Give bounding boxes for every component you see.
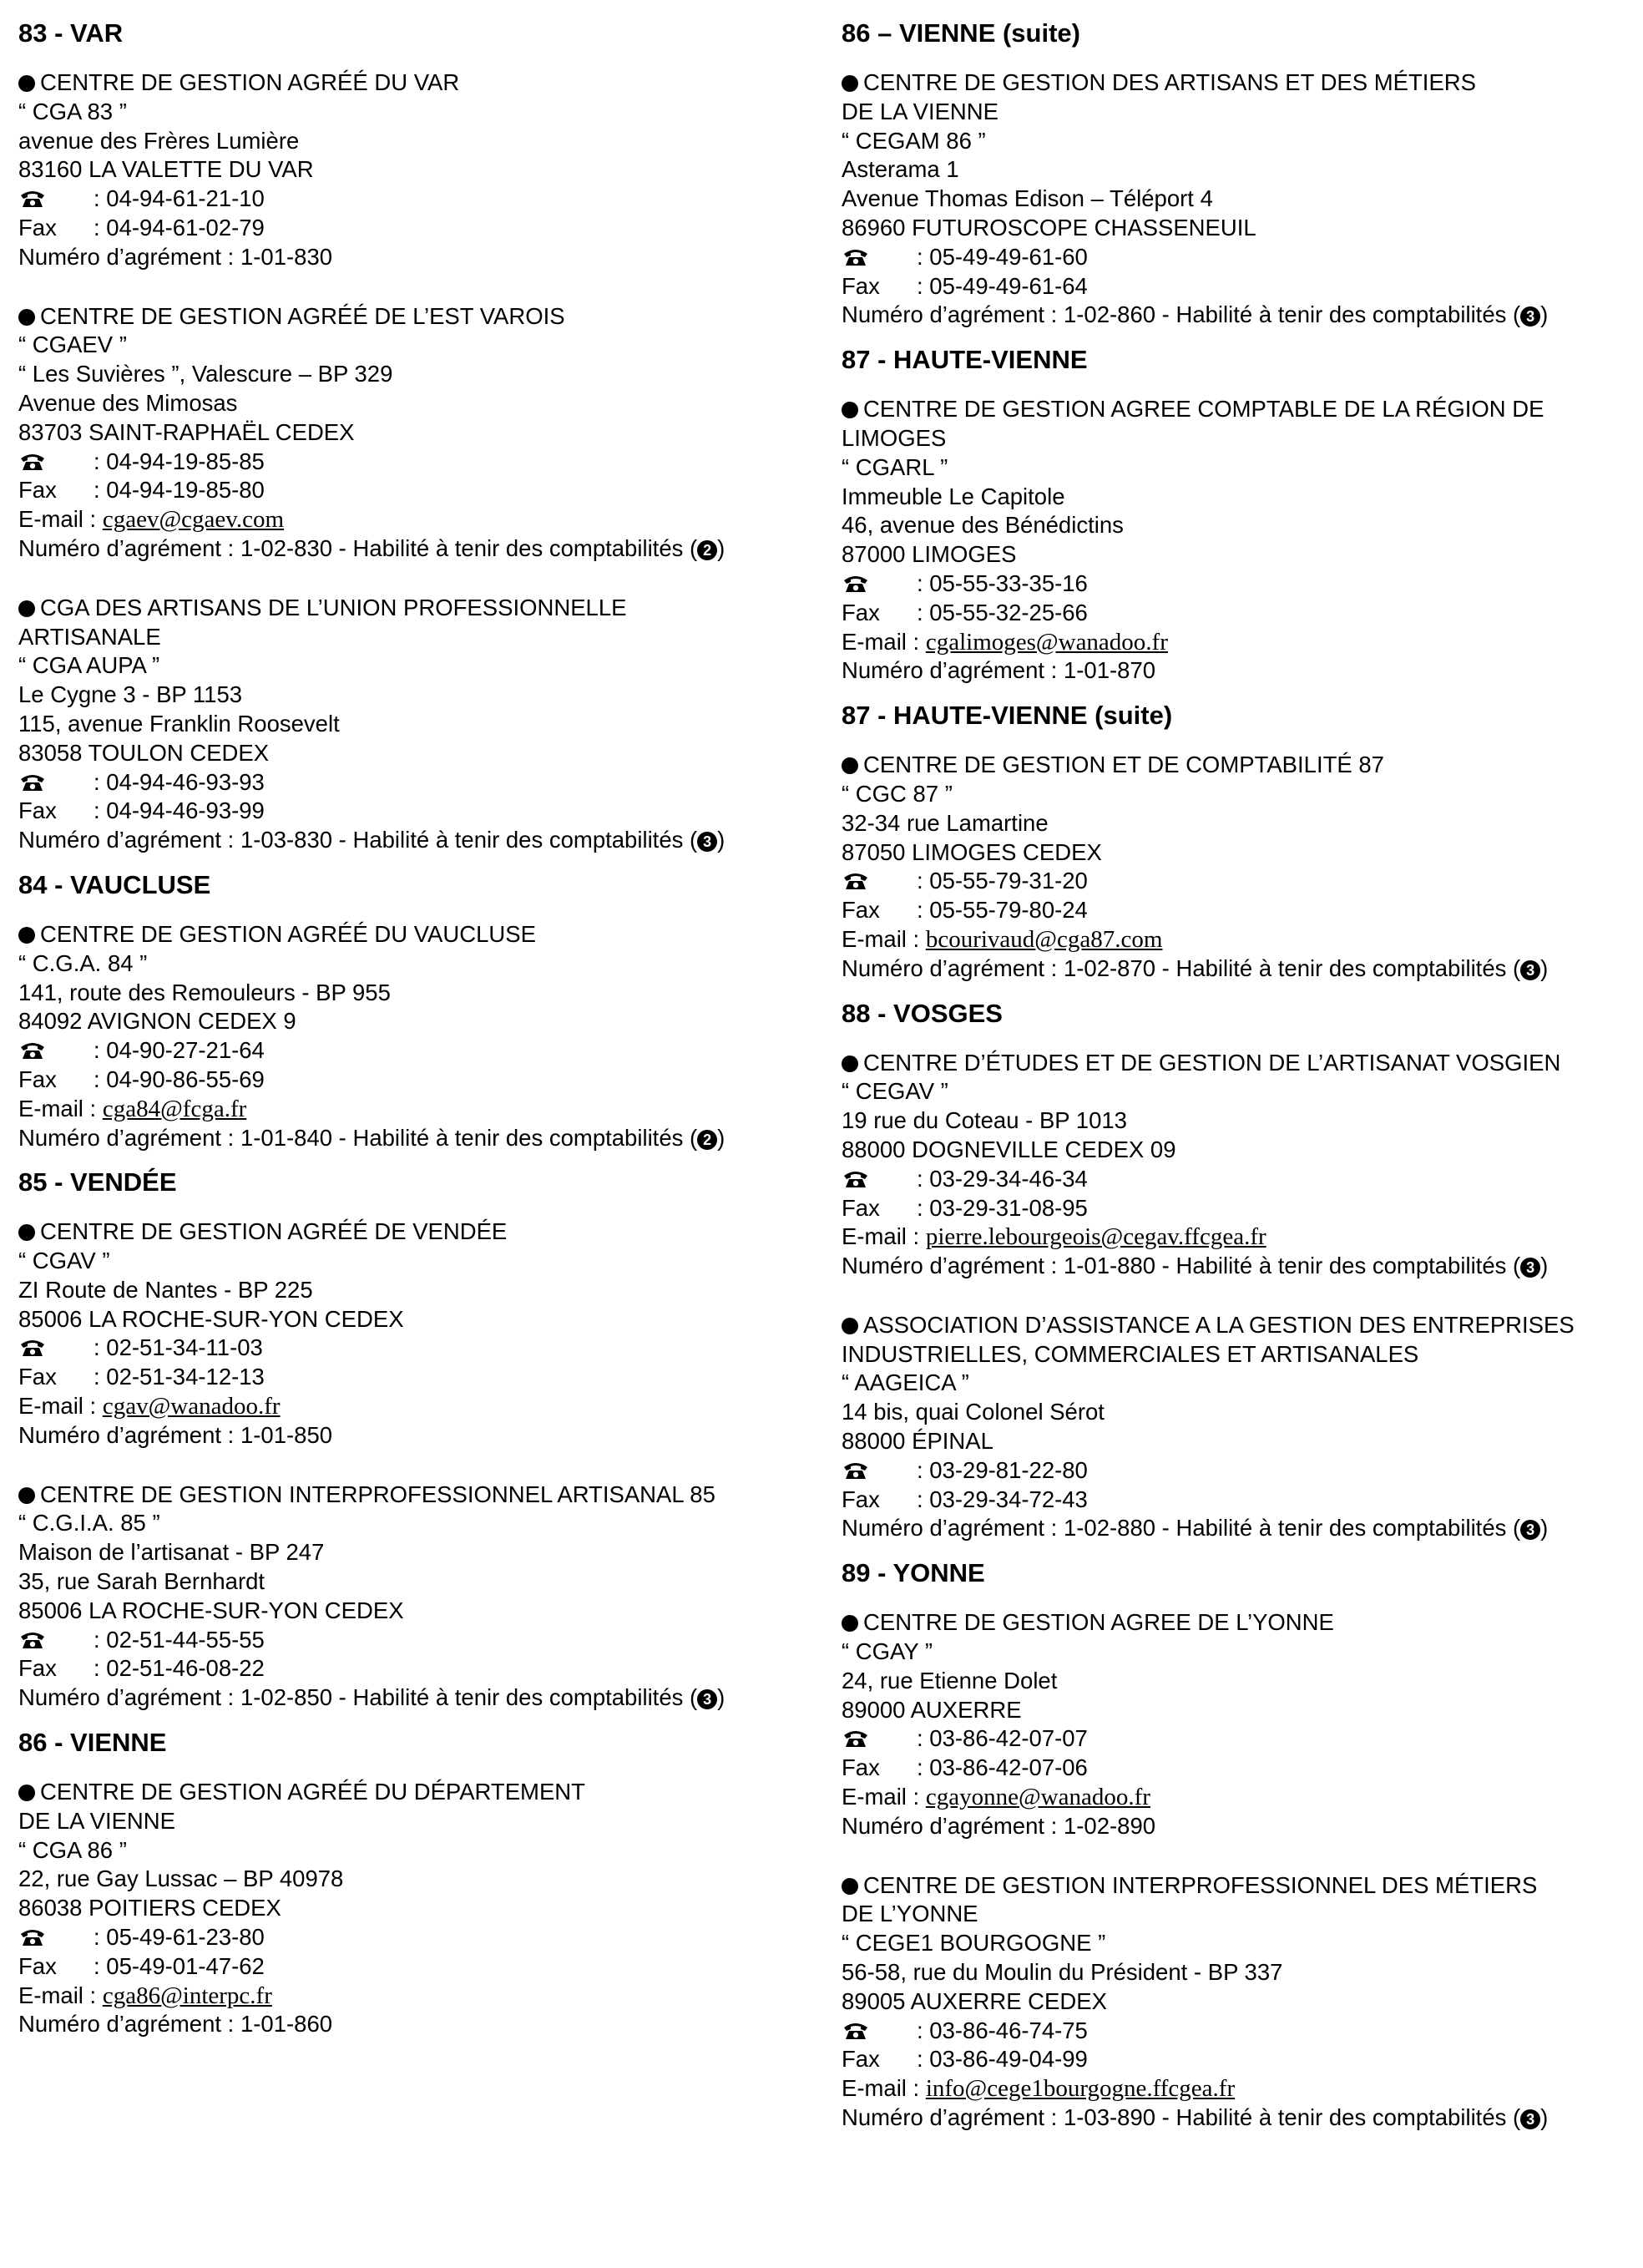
- bullet-icon: [842, 1615, 858, 1632]
- phone-number: : 04-94-19-85-85: [94, 448, 265, 474]
- email-label: E-mail :: [842, 1223, 920, 1250]
- fax-label: Fax: [842, 272, 880, 299]
- organization-entry: [842, 1608, 1635, 1840]
- phone-number: : 04-94-61-21-10: [94, 185, 265, 212]
- bullet-icon: [18, 1785, 35, 1801]
- organization-name-line: [18, 1218, 820, 1247]
- bullet-icon: [18, 1224, 35, 1241]
- email-label: E-mail :: [842, 1784, 920, 1810]
- organization-acronym: “ CEGE1 BOURGOGNE ”: [842, 1930, 1106, 1957]
- department-heading: 89 - YONNE: [842, 1558, 985, 1588]
- organization-name-text: CENTRE DE GESTION AGREE DE L’YONNE: [863, 1609, 1334, 1636]
- agrement-text: Numéro d’agrément : 1-01-840 - Habilité à tenir des comptabilités (: [18, 1124, 698, 1151]
- address-line: 22, rue Gay Lussac – BP 40978: [18, 1866, 344, 1892]
- address-line: Le Cygne 3 - BP 1153: [18, 681, 243, 708]
- phone-number: : 05-49-49-61-60: [917, 243, 1088, 270]
- agrement-line: [18, 1421, 820, 1450]
- email-row: [18, 1095, 820, 1124]
- phone-label: [842, 2017, 917, 2046]
- phone-label: [842, 1165, 917, 1194]
- agrement-line: Numéro d’agrément : 1-01-840 - Habilité à tenir des comptabilités ( 2 ): [18, 1124, 725, 1151]
- email-link[interactable]: bcourivaud@cga87.com: [925, 925, 1163, 953]
- circled-number-badge: 3: [697, 1689, 717, 1709]
- phone-number: : 05-55-33-35-16: [917, 570, 1088, 596]
- fax-label: Fax: [842, 599, 880, 625]
- phone-row: [842, 1456, 1635, 1486]
- organization-acronym: “ AAGEICA ”: [842, 1369, 969, 1396]
- organization-name-line: [842, 751, 1635, 780]
- organization-entry: [18, 594, 820, 855]
- bullet-icon: [18, 75, 35, 92]
- organization-acronym: “ CGA 86 ”: [18, 1836, 127, 1863]
- fax-row: [18, 214, 820, 243]
- agrement-text: Numéro d’agrément : 1-02-860 - Habilité à tenir des comptabilités (: [842, 301, 1521, 328]
- fax-number: : 02-51-46-08-22: [94, 1655, 265, 1682]
- email-row: [18, 1982, 820, 2011]
- phone-number: : 02-51-34-11-03: [94, 1334, 263, 1361]
- organization-name-line: [18, 1807, 820, 1836]
- phone-row: [18, 1334, 820, 1363]
- address-line: Maison de l’artisanat - BP 247: [18, 1539, 325, 1566]
- right-column: [842, 17, 1635, 2146]
- fax-label: Fax: [842, 1754, 880, 1781]
- phone-label: [842, 243, 917, 272]
- fax-row: [18, 1654, 820, 1683]
- address-line: 87050 LIMOGES CEDEX: [842, 838, 1102, 865]
- organization-entry: [842, 395, 1635, 686]
- agrement-text: Numéro d’agrément : 1-03-890 - Habilité à tenir des comptabilités (: [842, 2104, 1521, 2131]
- fax-label: Fax: [842, 1194, 880, 1221]
- phone-row: [18, 768, 820, 797]
- fax-label: Fax: [18, 797, 57, 824]
- organization-name-text: CENTRE DE GESTION AGRÉÉ DU VAR: [40, 69, 460, 95]
- agrement-line: [842, 656, 1635, 686]
- telephone-icon: [842, 1167, 870, 1187]
- organization-name-line: [842, 68, 1635, 98]
- phone-row: [842, 2017, 1635, 2046]
- address-line: 88000 ÉPINAL: [842, 1428, 993, 1455]
- fax-label: Fax: [842, 1486, 880, 1512]
- email-link[interactable]: cga84@fcga.fr: [102, 1095, 247, 1122]
- phone-row: [18, 1036, 820, 1066]
- phone-label: [842, 570, 917, 599]
- organization-name-text: CENTRE DE GESTION AGRÉÉ DE L’EST VAROIS: [40, 302, 565, 329]
- agrement-line: Numéro d’agrément : 1-02-870 - Habilité à tenir des comptabilités ( 3 ): [842, 954, 1549, 981]
- organization-name-line: [842, 1900, 1635, 1929]
- fax-row: [18, 1363, 820, 1392]
- organization-acronym: “ CGAY ”: [842, 1638, 933, 1665]
- bullet-icon: [842, 75, 858, 92]
- address-line: 89005 AUXERRE CEDEX: [842, 1987, 1107, 2014]
- circled-number-badge: 3: [1520, 1520, 1540, 1540]
- address-line: 32-34 rue Lamartine: [842, 809, 1049, 836]
- department-section: [18, 1166, 820, 1713]
- email-label: E-mail :: [18, 1095, 97, 1121]
- department-heading: 87 - HAUTE-VIENNE: [842, 345, 1088, 375]
- fax-row: [842, 599, 1635, 628]
- department-section: [842, 343, 1635, 686]
- fax-number: : 05-55-32-25-66: [917, 599, 1088, 625]
- fax-number: : 05-49-01-47-62: [94, 1952, 265, 1979]
- circled-number-badge: 3: [1520, 2109, 1540, 2129]
- phone-row: [18, 1923, 820, 1952]
- bullet-icon: [18, 927, 35, 944]
- department-section: [842, 17, 1635, 330]
- organization-name-line: [18, 68, 820, 98]
- organization-name-text: CENTRE DE GESTION DES ARTISANS ET DES MÉTIERS: [863, 69, 1476, 95]
- phone-number: : 04-90-27-21-64: [94, 1037, 265, 1064]
- fax-number: : 03-29-34-72-43: [917, 1486, 1088, 1512]
- phone-row: [18, 448, 820, 477]
- fax-number: : 03-86-42-07-06: [917, 1754, 1088, 1781]
- agrement-line: [18, 243, 820, 272]
- telephone-icon: [18, 1926, 47, 1946]
- department-heading: 86 – VIENNE (suite): [842, 18, 1080, 48]
- fax-row: [18, 476, 820, 505]
- address-line: 24, rue Etienne Dolet: [842, 1667, 1058, 1693]
- fax-label: Fax: [18, 1952, 57, 1979]
- address-line: 83703 SAINT-RAPHAËL CEDEX: [18, 418, 355, 445]
- fax-row: [842, 2045, 1635, 2074]
- bullet-icon: [842, 402, 858, 418]
- agrement-line: Numéro d’agrément : 1-03-890 - Habilité à tenir des comptabilités ( 3 ): [842, 2104, 1549, 2131]
- agrement-line: Numéro d’agrément : 1-02-850 - Habilité à tenir des comptabilités ( 3 ): [18, 1684, 725, 1711]
- email-link[interactable]: cga86@interpc.fr: [102, 1982, 272, 2009]
- organization-name-line: [18, 1778, 820, 1807]
- address-line: Immeuble Le Capitole: [842, 483, 1065, 509]
- phone-row: [842, 1165, 1635, 1194]
- agrement-text: Numéro d’agrément : 1-02-870 - Habilité à tenir des comptabilités (: [842, 954, 1521, 981]
- agrement-line: [842, 1812, 1635, 1841]
- address-line: Avenue des Mimosas: [18, 389, 238, 416]
- organization-name-line: [842, 424, 1635, 453]
- email-row: [18, 505, 820, 534]
- phone-number: : 02-51-44-55-55: [94, 1626, 265, 1653]
- fax-label: Fax: [18, 477, 57, 504]
- department-section: [18, 1726, 820, 2039]
- circled-number-badge: 3: [1520, 1258, 1540, 1278]
- phone-label: [18, 1036, 94, 1066]
- telephone-icon: [842, 2019, 870, 2039]
- agrement-text: Numéro d’agrément : 1-01-830: [18, 243, 333, 270]
- department-heading: 84 - VAUCLUSE: [18, 869, 211, 899]
- agrement-line: Numéro d’agrément : 1-02-830 - Habilité à tenir des comptabilités ( 2 ): [18, 534, 725, 561]
- agrement-text: Numéro d’agrément : 1-02-890: [842, 1812, 1156, 1839]
- agrement-text: Numéro d’agrément : 1-01-850: [18, 1421, 333, 1448]
- bullet-icon: [18, 309, 35, 326]
- organization-entry: [18, 302, 820, 564]
- fax-label: Fax: [18, 214, 57, 240]
- organization-name-line: [18, 920, 820, 949]
- organization-acronym: “ CGAEV ”: [18, 332, 127, 358]
- fax-row: [842, 1754, 1635, 1783]
- address-line: 88000 DOGNEVILLE CEDEX 09: [842, 1136, 1176, 1162]
- fax-row: [18, 1066, 820, 1095]
- agrement-text: Numéro d’agrément : 1-02-880 - Habilité à tenir des comptabilités (: [842, 1515, 1521, 1542]
- organization-name-line: [842, 395, 1635, 424]
- email-row: [842, 1783, 1635, 1812]
- organization-name-text: DE LA VIENNE: [842, 98, 998, 124]
- fax-number: : 04-94-61-02-79: [94, 214, 265, 240]
- telephone-icon: [842, 1727, 870, 1747]
- address-line: Avenue Thomas Edison – Téléport 4: [842, 185, 1213, 212]
- agrement-text: Numéro d’agrément : 1-01-860: [18, 2011, 333, 2038]
- email-link[interactable]: cgalimoges@wanadoo.fr: [925, 628, 1168, 656]
- fax-row: [842, 1486, 1635, 1515]
- organization-name-text: INDUSTRIELLES, COMMERCIALES ET ARTISANALES: [842, 1340, 1419, 1367]
- fax-label: Fax: [842, 2046, 880, 2073]
- department-section: [18, 868, 820, 1152]
- organization-name-line: [18, 1481, 820, 1510]
- email-link[interactable]: cgayonne@wanadoo.fr: [925, 1784, 1150, 1811]
- organization-name-line: [842, 1311, 1635, 1340]
- email-link[interactable]: cgav@wanadoo.fr: [102, 1393, 281, 1420]
- department-heading: 88 - VOSGES: [842, 998, 1003, 1028]
- phone-row: [18, 1626, 820, 1655]
- organization-name-text: CENTRE DE GESTION AGRÉÉ DE VENDÉE: [40, 1218, 508, 1245]
- organization-entry: [842, 1311, 1635, 1543]
- department-section: [842, 997, 1635, 1544]
- fax-label: Fax: [18, 1655, 57, 1682]
- organization-acronym: “ CEGAV ”: [842, 1078, 948, 1105]
- bullet-icon: [842, 757, 858, 774]
- address-line: 14 bis, quai Colonel Sérot: [842, 1399, 1105, 1425]
- agrement-text: Numéro d’agrément : 1-02-830 - Habilité à tenir des comptabilités (: [18, 534, 698, 561]
- phone-label: [18, 1923, 94, 1952]
- email-row: [842, 1223, 1635, 1252]
- phone-label: [842, 1724, 917, 1754]
- email-label: E-mail :: [842, 2075, 920, 2102]
- email-row: [842, 628, 1635, 657]
- organization-name-text: DE LA VIENNE: [18, 1807, 175, 1834]
- department-heading: 87 - HAUTE-VIENNE (suite): [842, 701, 1173, 731]
- address-line: 89000 AUXERRE: [842, 1696, 1022, 1723]
- department-heading: 85 - VENDÉE: [18, 1167, 177, 1197]
- organization-acronym: “ CGAV ”: [18, 1248, 110, 1274]
- circled-number-badge: 3: [697, 832, 717, 852]
- department-heading: 86 - VIENNE: [18, 1728, 167, 1758]
- organization-acronym: “ C.G.I.A. 85 ”: [18, 1510, 160, 1536]
- telephone-icon: [18, 1336, 47, 1356]
- organization-name-line: [842, 1871, 1635, 1901]
- address-line: 46, avenue des Bénédictins: [842, 512, 1124, 539]
- telephone-icon: [842, 869, 870, 889]
- telephone-icon: [18, 1628, 47, 1648]
- email-label: E-mail :: [18, 1982, 97, 2008]
- organization-name-line: [18, 623, 820, 652]
- phone-label: [18, 1626, 94, 1655]
- fax-number: : 04-94-46-93-99: [94, 797, 265, 824]
- organization-name-line: [842, 98, 1635, 127]
- address-line: Asterama 1: [842, 156, 959, 183]
- telephone-icon: [842, 572, 870, 592]
- fax-label: Fax: [842, 897, 880, 924]
- department-section: [18, 17, 820, 855]
- telephone-icon: [842, 246, 870, 266]
- address-line: 84092 AVIGNON CEDEX 9: [18, 1008, 296, 1035]
- organization-name-line: [842, 1340, 1635, 1369]
- agrement-text: Numéro d’agrément : 1-01-870: [842, 657, 1156, 684]
- organization-entry: [18, 920, 820, 1152]
- phone-row: [842, 1724, 1635, 1754]
- organization-name-text: ARTISANALE: [18, 623, 161, 650]
- organization-acronym: “ C.G.A. 84 ”: [18, 949, 148, 976]
- organization-entry: [18, 68, 820, 272]
- fax-number: : 04-94-19-85-80: [94, 477, 265, 504]
- organization-name-text: CENTRE DE GESTION AGRÉÉ DU DÉPARTEMENT: [40, 1779, 585, 1805]
- email-row: [842, 2074, 1635, 2103]
- agrement-text: Numéro d’agrément : 1-03-830 - Habilité à tenir des comptabilités (: [18, 827, 698, 853]
- phone-number: : 05-55-79-31-20: [917, 868, 1088, 894]
- fax-row: [842, 272, 1635, 301]
- organization-name-line: [18, 594, 820, 623]
- phone-label: [18, 448, 94, 477]
- phone-number: : 03-29-34-46-34: [917, 1165, 1088, 1192]
- department-section: [842, 699, 1635, 983]
- address-line: 56-58, rue du Moulin du Président - BP 337: [842, 1959, 1283, 1986]
- organization-entry: [18, 1778, 820, 2039]
- organization-entry: [842, 68, 1635, 330]
- phone-row: [842, 570, 1635, 599]
- address-line: 141, route des Remouleurs - BP 955: [18, 979, 391, 1005]
- fax-number: : 05-55-79-80-24: [917, 897, 1088, 924]
- agrement-text: Numéro d’agrément : 1-02-850 - Habilité à tenir des comptabilités (: [18, 1684, 698, 1711]
- organization-name-line: [18, 302, 820, 332]
- circled-number-badge: 3: [1520, 960, 1540, 980]
- email-row: [18, 1392, 820, 1421]
- address-line: avenue des Frères Lumière: [18, 127, 300, 154]
- fax-label: Fax: [18, 1364, 57, 1390]
- organization-acronym: “ CEGAM 86 ”: [842, 127, 986, 154]
- phone-number: : 03-86-42-07-07: [917, 1725, 1088, 1752]
- fax-row: [842, 896, 1635, 925]
- organization-name-text: ASSOCIATION D’ASSISTANCE A LA GESTION DES ENTREPRISES: [863, 1311, 1575, 1338]
- fax-row: [18, 1952, 820, 1982]
- fax-row: [18, 797, 820, 826]
- organization-entry: [18, 1218, 820, 1450]
- left-column: [18, 17, 820, 2053]
- phone-label: [18, 1334, 94, 1363]
- bullet-icon: [18, 1487, 35, 1504]
- department-heading: 83 - VAR: [18, 18, 124, 48]
- phone-row: [18, 185, 820, 214]
- organization-name-text: CENTRE D’ÉTUDES ET DE GESTION DE L’ARTISANAT VOSGIEN: [863, 1049, 1561, 1076]
- organization-entry: [842, 751, 1635, 983]
- email-row: [842, 925, 1635, 954]
- agrement-line: Numéro d’agrément : 1-02-860 - Habilité à tenir des comptabilités ( 3 ): [842, 301, 1549, 328]
- email-link[interactable]: info@cege1bourgogne.ffcgea.fr: [925, 2075, 1236, 2103]
- organization-name-text: CENTRE DE GESTION AGREE COMPTABLE DE LA RÉGION DE: [863, 396, 1544, 423]
- telephone-icon: [842, 1459, 870, 1479]
- fax-number: : 03-86-49-04-99: [917, 2046, 1088, 2073]
- bullet-icon: [842, 1878, 858, 1895]
- fax-number: : 05-49-49-61-64: [917, 272, 1088, 299]
- organization-entry: [842, 1871, 1635, 2133]
- address-line: 35, rue Sarah Bernhardt: [18, 1568, 265, 1595]
- address-line: 83160 LA VALETTE DU VAR: [18, 156, 314, 183]
- address-line: 85006 LA ROCHE-SUR-YON CEDEX: [18, 1597, 404, 1623]
- address-line: 19 rue du Coteau - BP 1013: [842, 1107, 1127, 1134]
- address-line: 85006 LA ROCHE-SUR-YON CEDEX: [18, 1305, 404, 1332]
- telephone-icon: [18, 1039, 47, 1059]
- organization-acronym: “ CGC 87 ”: [842, 780, 953, 807]
- email-label: E-mail :: [18, 1393, 97, 1420]
- phone-label: [842, 1456, 917, 1486]
- fax-number: : 03-29-31-08-95: [917, 1194, 1088, 1221]
- address-line: “ Les Suvières ”, Valescure – BP 329: [18, 361, 393, 387]
- organization-acronym: “ CGARL ”: [842, 453, 948, 480]
- address-line: ZI Route de Nantes - BP 225: [18, 1276, 313, 1303]
- organization-name-text: CENTRE DE GESTION ET DE COMPTABILITÉ 87: [863, 752, 1384, 778]
- agrement-line: Numéro d’agrément : 1-03-830 - Habilité à tenir des comptabilités ( 3 ): [18, 827, 725, 853]
- phone-number: : 04-94-46-93-93: [94, 768, 265, 795]
- circled-number-badge: 3: [1520, 306, 1540, 327]
- phone-number: : 03-29-81-22-80: [917, 1456, 1088, 1483]
- circled-number-badge: 2: [697, 540, 717, 560]
- email-link[interactable]: cgaev@cgaev.com: [102, 506, 285, 534]
- phone-label: [18, 185, 94, 214]
- fax-number: : 04-90-86-55-69: [94, 1066, 265, 1092]
- bullet-icon: [18, 600, 35, 617]
- telephone-icon: [18, 450, 47, 470]
- address-line: 83058 TOULON CEDEX: [18, 739, 270, 766]
- address-line: 86038 POITIERS CEDEX: [18, 1895, 281, 1921]
- organization-name-text: DE L’YONNE: [842, 1901, 978, 1927]
- organization-name-text: CENTRE DE GESTION AGRÉÉ DU VAUCLUSE: [40, 920, 536, 947]
- email-link[interactable]: pierre.lebourgeois@cegav.ffcgea.fr: [925, 1223, 1266, 1251]
- organization-entry: [18, 1481, 820, 1713]
- organization-acronym: “ CGA 83 ”: [18, 98, 127, 124]
- organization-entry: [842, 1049, 1635, 1281]
- fax-label: Fax: [18, 1066, 57, 1092]
- address-line: 115, avenue Franklin Roosevelt: [18, 710, 340, 737]
- bullet-icon: [842, 1318, 858, 1334]
- agrement-line: Numéro d’agrément : 1-02-880 - Habilité à tenir des comptabilités ( 3 ): [842, 1515, 1549, 1542]
- phone-row: [842, 867, 1635, 896]
- organization-name-text: CENTRE DE GESTION INTERPROFESSIONNEL DES MÉTIERS: [863, 1871, 1538, 1898]
- telephone-icon: [18, 187, 47, 207]
- phone-label: [842, 867, 917, 896]
- address-line: 87000 LIMOGES: [842, 541, 1017, 568]
- telephone-icon: [18, 771, 47, 791]
- circled-number-badge: 2: [697, 1130, 717, 1150]
- fax-row: [842, 1194, 1635, 1223]
- organization-acronym: “ CGA AUPA ”: [18, 652, 160, 679]
- agrement-text: Numéro d’agrément : 1-01-880 - Habilité à tenir des comptabilités (: [842, 1253, 1521, 1279]
- email-label: E-mail :: [842, 628, 920, 655]
- phone-row: [842, 243, 1635, 272]
- agrement-line: Numéro d’agrément : 1-01-880 - Habilité à tenir des comptabilités ( 3 ): [842, 1253, 1549, 1279]
- phone-label: [18, 768, 94, 797]
- email-label: E-mail :: [842, 925, 920, 952]
- organization-name-text: CGA DES ARTISANS DE L’UNION PROFESSIONNELLE: [40, 594, 627, 620]
- bullet-icon: [842, 1056, 858, 1072]
- fax-number: : 02-51-34-12-13: [94, 1364, 265, 1390]
- agrement-line: [18, 2010, 820, 2039]
- address-line: 86960 FUTUROSCOPE CHASSENEUIL: [842, 214, 1256, 240]
- organization-name-line: [842, 1049, 1635, 1078]
- organization-name-line: [842, 1608, 1635, 1638]
- organization-name-text: CENTRE DE GESTION INTERPROFESSIONNEL ARTISANAL 85: [40, 1481, 715, 1507]
- organization-name-text: LIMOGES: [842, 424, 947, 451]
- phone-number: : 03-86-46-74-75: [917, 2017, 1088, 2043]
- department-section: [842, 1557, 1635, 2133]
- phone-number: : 05-49-61-23-80: [94, 1924, 265, 1951]
- email-label: E-mail :: [18, 506, 97, 533]
